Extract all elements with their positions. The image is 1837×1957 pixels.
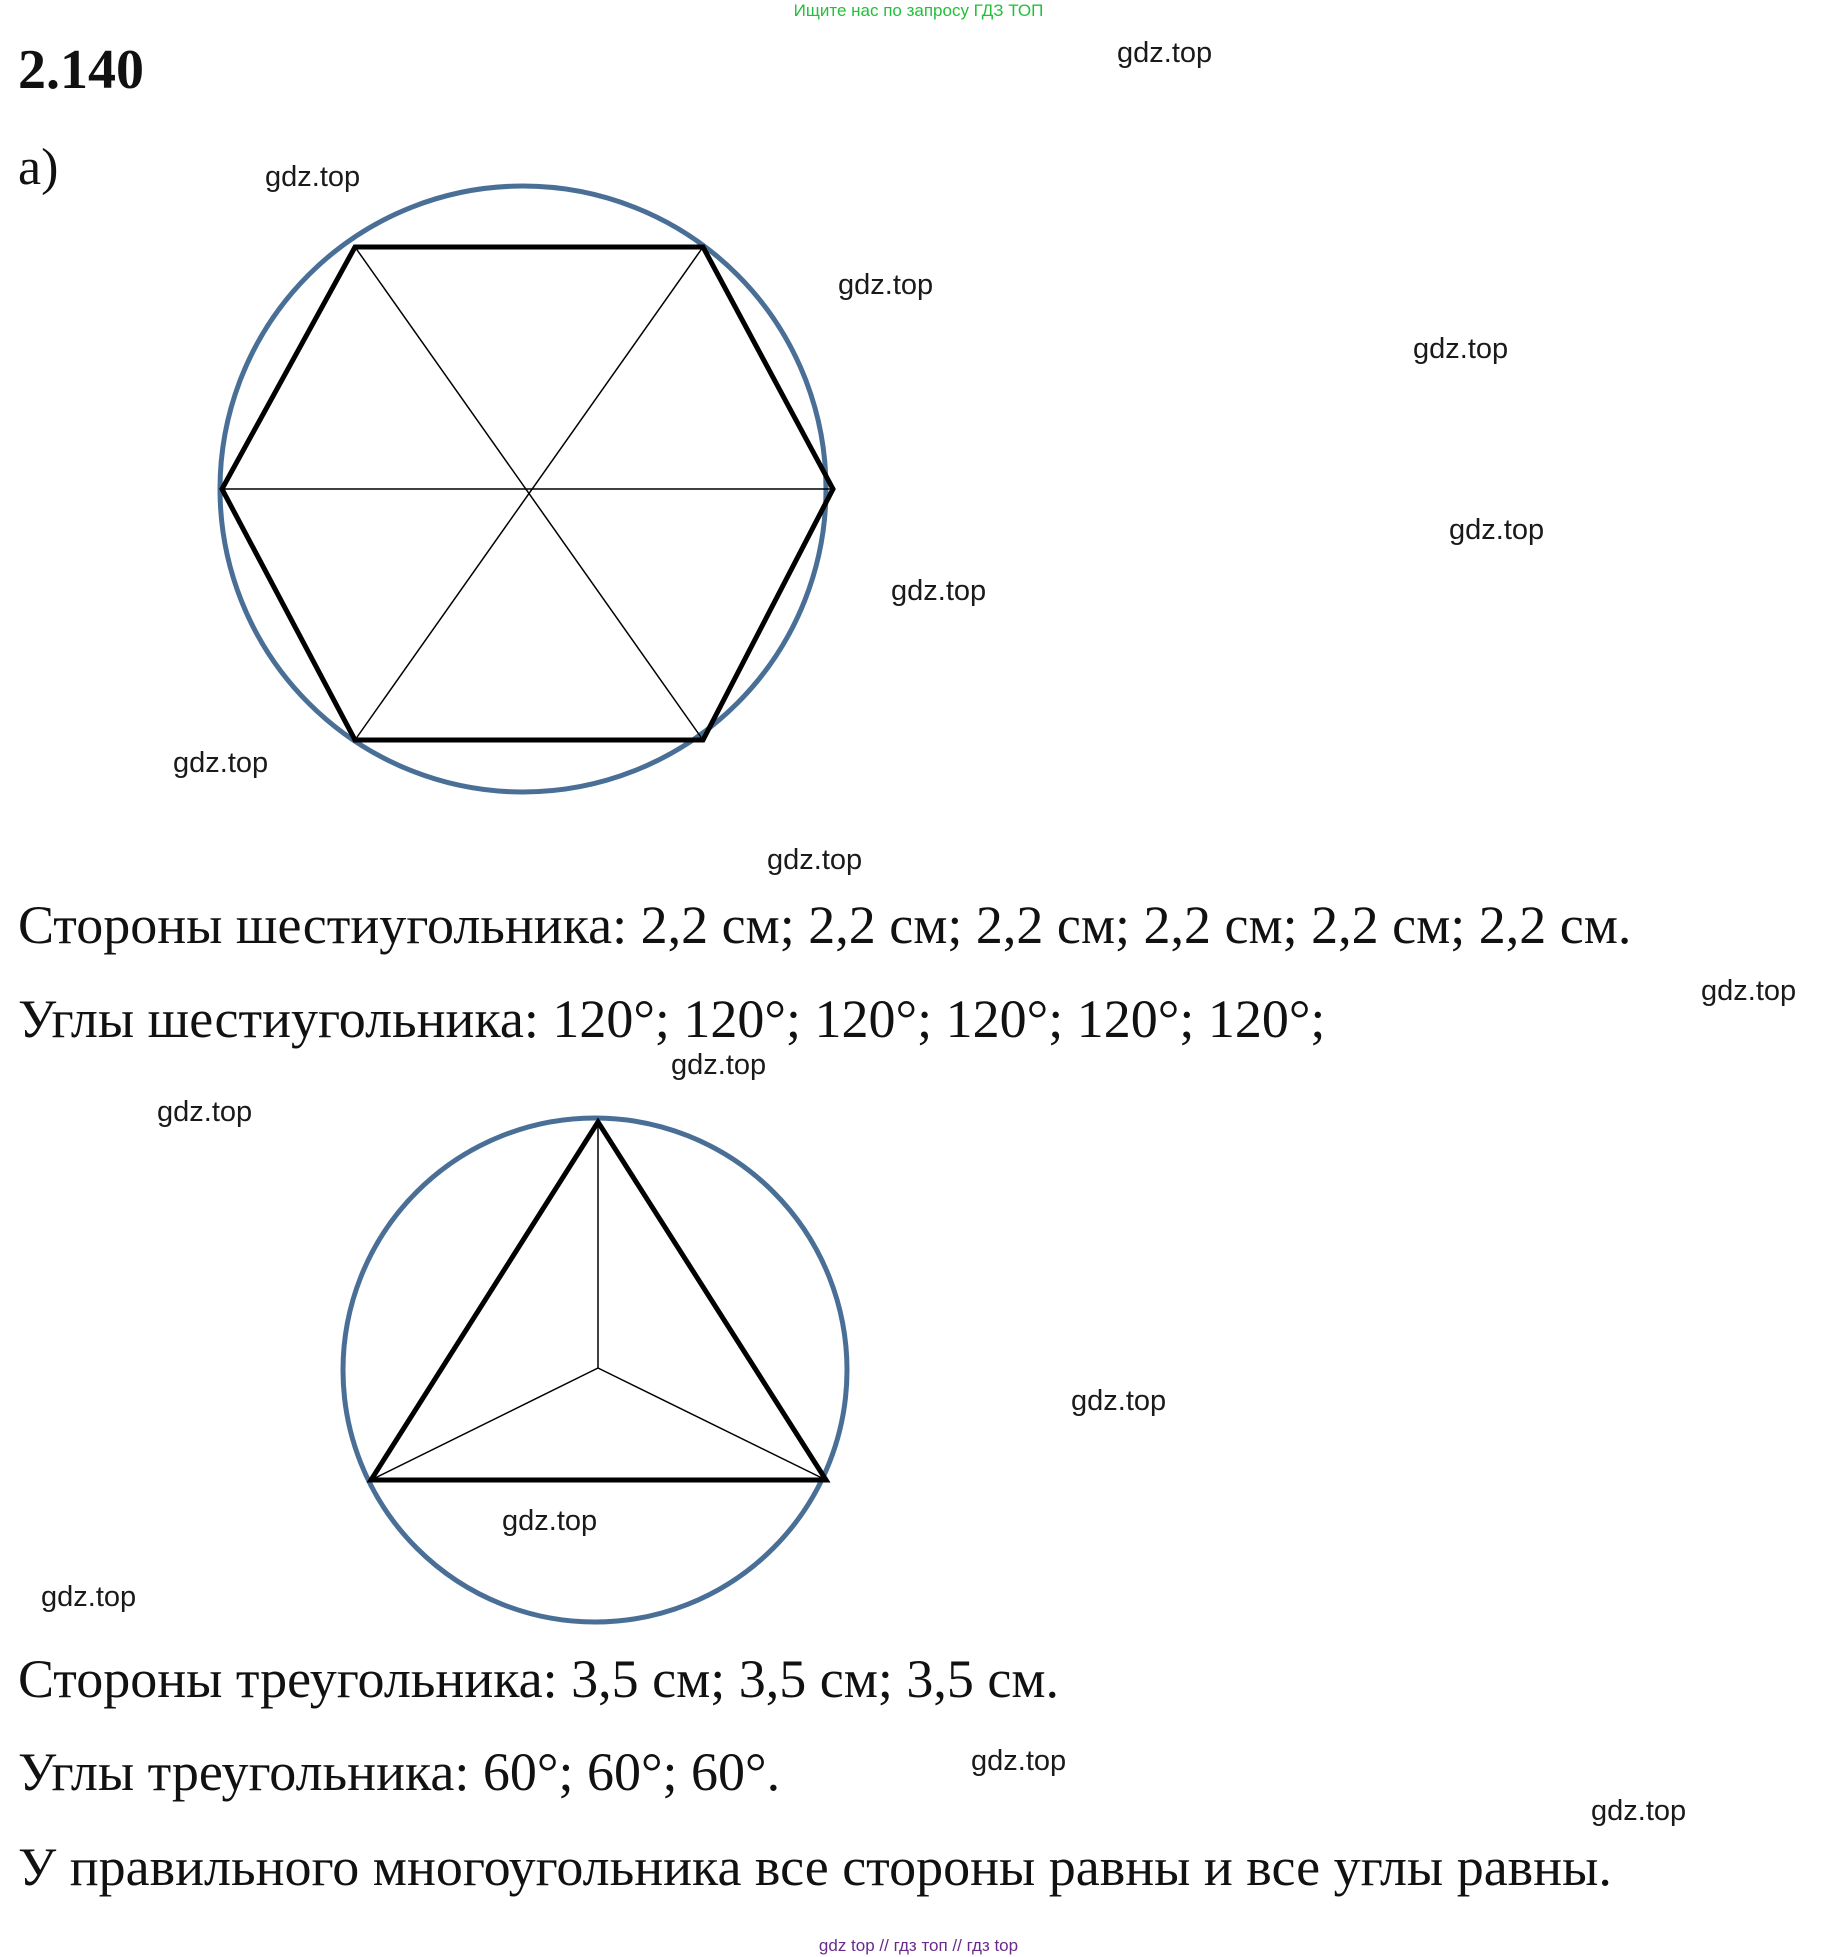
watermark: gdz.top bbox=[1591, 1795, 1687, 1827]
triangle-sides-text: Стороны треугольника: 3,5 см; 3,5 см; 3,5 см. bbox=[18, 1649, 1060, 1709]
watermark: gdz.top bbox=[157, 1096, 253, 1128]
watermark: gdz.top bbox=[41, 1581, 137, 1613]
hexagon-angles-text: Углы шестиугольника: 120°; 120°; 120°; 120°; 120°; 120°; bbox=[18, 989, 1326, 1049]
conclusion-text: У правильного многоугольника все стороны равны и все углы равны. bbox=[18, 1837, 1612, 1897]
watermark: gdz.top bbox=[265, 161, 361, 193]
watermark: gdz.top bbox=[671, 1049, 767, 1081]
watermark: gdz.top bbox=[1071, 1385, 1167, 1417]
watermark: gdz.top bbox=[173, 747, 269, 779]
triangle-angles-text: Углы треугольника: 60°; 60°; 60°. bbox=[18, 1742, 781, 1802]
watermark: gdz.top bbox=[838, 269, 934, 301]
watermark: gdz.top bbox=[1413, 333, 1509, 365]
watermark: gdz.top bbox=[1117, 37, 1213, 69]
problem-number: 2.140 bbox=[18, 39, 144, 101]
part-label: а) bbox=[18, 139, 59, 196]
hexagon-sides-text: Стороны шестиугольника: 2,2 см; 2,2 см; 2,2 см; 2,2 см; 2,2 см; 2,2 см. bbox=[18, 895, 1632, 955]
footer-text: gdz top // гдз топ // гдз top bbox=[818, 1936, 1019, 1955]
watermark: gdz.top bbox=[502, 1505, 598, 1537]
watermark: gdz.top bbox=[767, 844, 863, 876]
header-ad-text: Ищите нас по запросу ГДЗ ТОП bbox=[793, 1, 1044, 20]
watermark: gdz.top bbox=[1449, 514, 1545, 546]
watermark: gdz.top bbox=[971, 1745, 1067, 1777]
watermark: gdz.top bbox=[891, 575, 987, 607]
watermark: gdz.top bbox=[1701, 975, 1797, 1007]
